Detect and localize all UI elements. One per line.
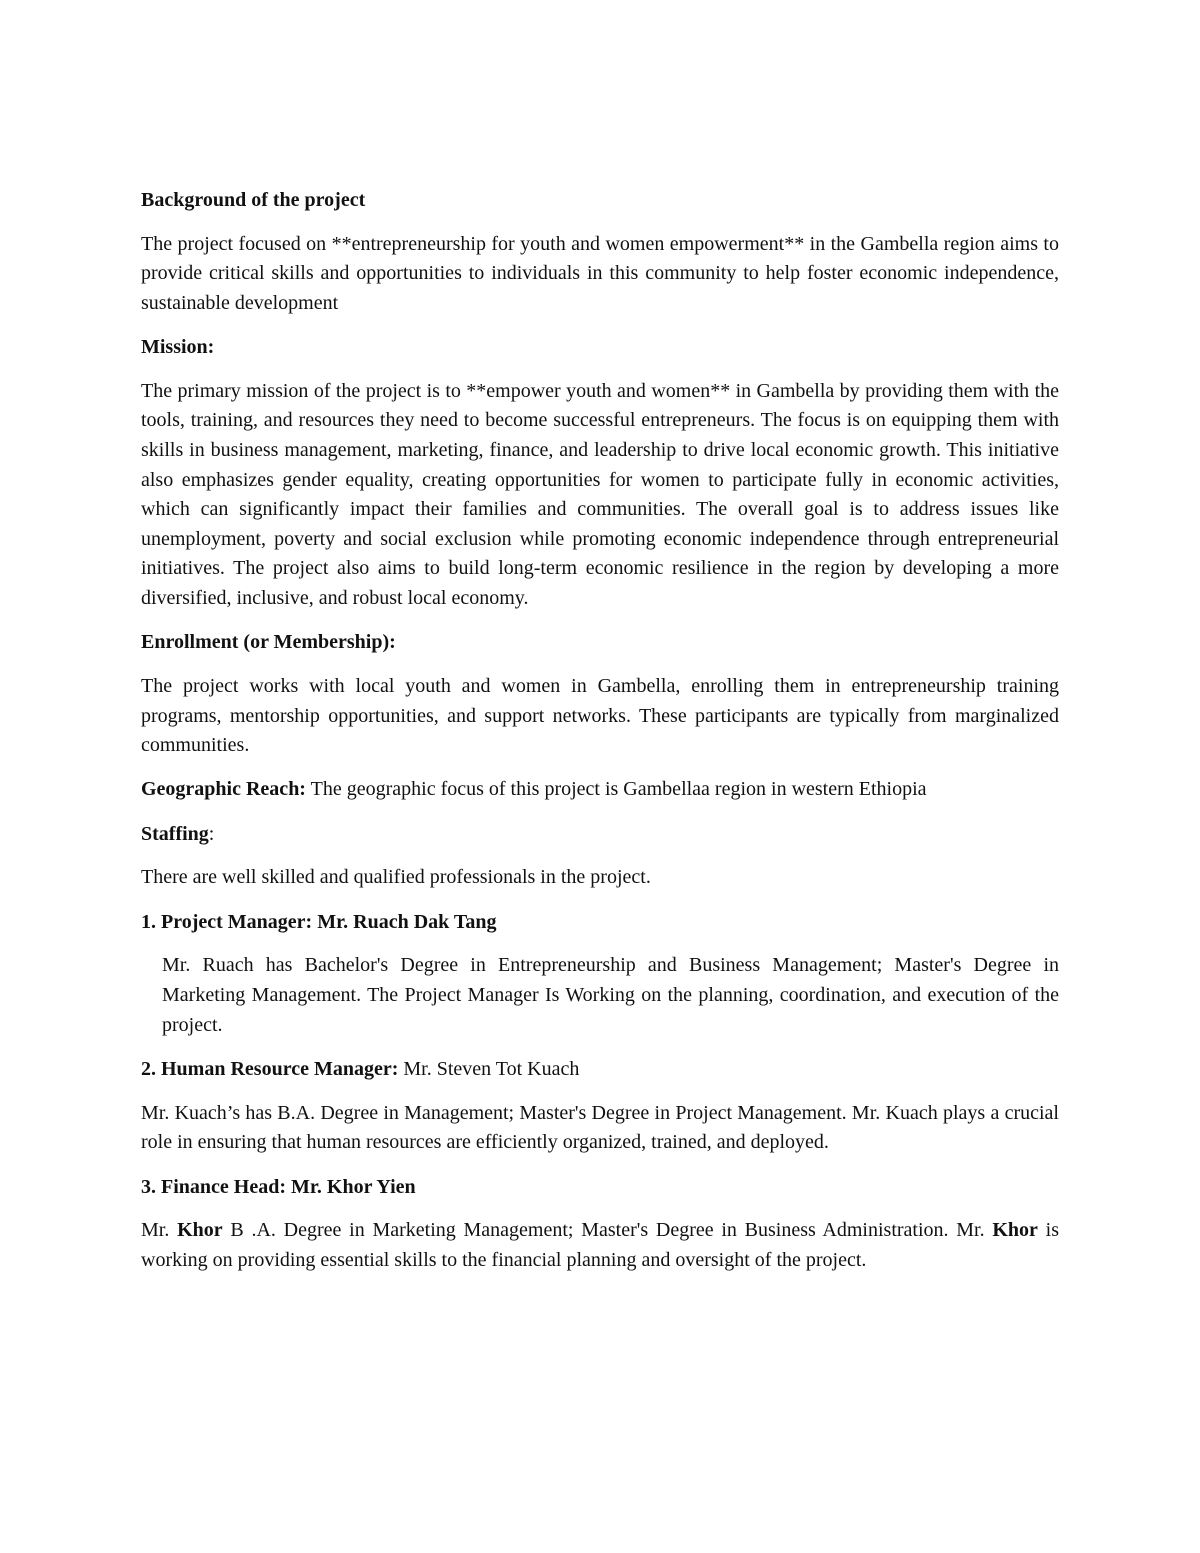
background-heading: Background of the project [141, 189, 366, 211]
finance-p2-text: is working on providing essential skills to the financial planning and oversight of the project. [141, 1219, 1060, 1271]
finance-p1-text: B .A. Degree in Marketing Management; Master's Degree in Business Administration. [222, 1219, 949, 1242]
staffing-colon: : [208, 822, 215, 845]
staffing-intro: There are well skilled and qualified professionals in the project. [141, 866, 651, 889]
document-page [141, 186, 1059, 1290]
project-manager-paragraph: Mr. Ruach has Bachelor's Degree in Entrepreneurship and Business Management; Master's Degree in Marketing Management. The Project Manager Is Working on the planning, coordination, and execution of the project. [162, 954, 1059, 1036]
hr-manager-heading [141, 1055, 1059, 1085]
mission-paragraph: The primary mission of the project is to **empower youth and women** in Gambella by providing them with the tools, training, and resources they need to become successful entrepreneurs. The focus is on equipping them with skills in business management, marketing, finance, and leadership to drive local economic growth. This initiative also emphasizes gender equality, creating opportunities for women to participate fully in economic activities, which can significantly impact their families and communities. The overall goal is to address issues like unemployment, poverty and social exclusion while promoting economic independence through entrepreneurial initiatives. The project also aims to build long-term economic resilience in the region by developing a more diversified, inclusive, and robust local economy. [141, 379, 1059, 609]
geographic-reach-label: Geographic Reach: [141, 778, 306, 801]
geographic-reach-paragraph [141, 775, 1059, 805]
geographic-reach-text: The geographic focus of this project is Gambellaa region in western Ethiopia [305, 778, 927, 801]
staffing-heading [141, 820, 1059, 850]
background-paragraph: The project focused on **entrepreneurship for youth and women empowerment** in the Gambella region aims to provide critical skills and opportunities to individuals in this community to help foster economic independence, sustainable development [141, 232, 1059, 314]
hr-manager-paragraph: Mr. Kuach’s has B.A. Degree in Management; Master's Degree in Project Management. Mr. Kuach plays a crucial role in ensuring that human resources are efficiently organized, trained, and deployed. [141, 1101, 1059, 1154]
enrollment-heading: Enrollment (or Membership): [141, 631, 396, 654]
finance-p2-prefix: Mr. [948, 1219, 993, 1242]
project-manager-heading: 1. Project Manager: Mr. Ruach Dak Tang [141, 910, 497, 933]
hr-manager-title: 2. Human Resource Manager: [141, 1058, 399, 1081]
finance-head-paragraph [141, 1216, 1059, 1275]
finance-p1-prefix: Mr. [141, 1219, 178, 1242]
mission-heading: Mission: [141, 336, 215, 359]
hr-manager-name: Mr. Steven Tot Kuach [398, 1058, 580, 1081]
finance-head-heading: 3. Finance Head: Mr. Khor Yien [141, 1175, 416, 1198]
finance-p1-name: Khor [177, 1219, 223, 1242]
staffing-label: Staffing [141, 822, 209, 845]
enrollment-paragraph: The project works with local youth and women in Gambella, enrolling them in entrepreneurship training programs, mentorship opportunities, and support networks. These participants are typically from marginalized communities. [141, 674, 1059, 757]
finance-p2-name: Khor [992, 1219, 1038, 1242]
